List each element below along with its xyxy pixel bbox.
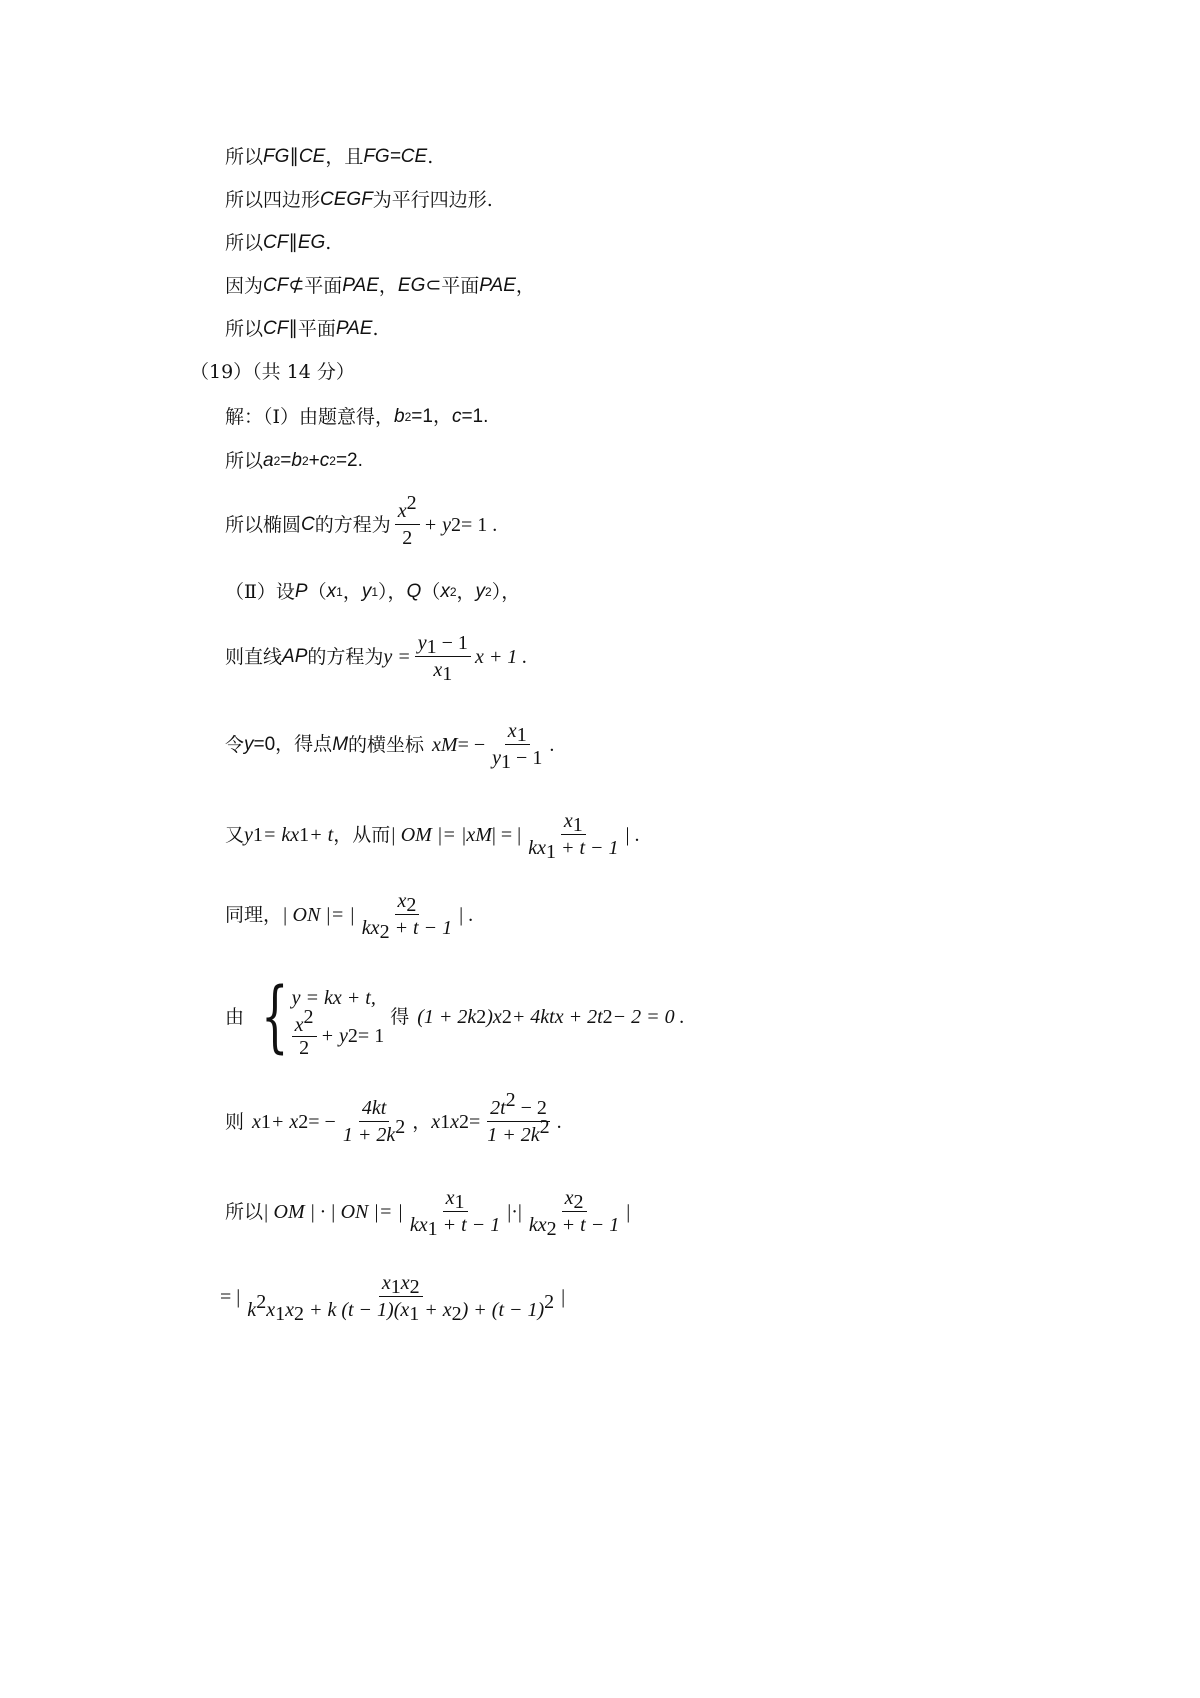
math-text: 1	[516, 724, 527, 746]
math-text: + t − 1	[389, 917, 453, 939]
math-text: k	[247, 1299, 257, 1321]
math-text: .	[372, 318, 379, 340]
math-text: 则直线	[225, 645, 283, 668]
fraction	[359, 888, 455, 941]
math-text: 2	[379, 921, 390, 943]
numerator	[292, 1005, 317, 1037]
numerator	[395, 888, 420, 915]
expanded-fraction-line	[220, 1270, 565, 1323]
numerator	[562, 1185, 587, 1212]
math-text: 得	[390, 1006, 410, 1028]
fraction	[484, 1089, 552, 1148]
math-text: y	[492, 747, 502, 769]
on-length-line	[225, 888, 473, 941]
math-text: 1 + 2k	[342, 1124, 396, 1146]
math-text: （19）（共 14 分）	[190, 361, 355, 383]
math-text: + y	[320, 1025, 348, 1047]
math-text: 所以椭圆	[225, 513, 302, 536]
fraction	[526, 1185, 622, 1238]
math-text: ∥	[288, 232, 298, 253]
numerator	[415, 630, 471, 657]
math-text: 4kt	[359, 1095, 389, 1122]
fraction	[407, 1185, 503, 1238]
math-text: ），	[378, 581, 407, 603]
math-text: = 1 .	[461, 513, 498, 536]
math-text: x	[381, 1272, 391, 1294]
product-line	[225, 1185, 630, 1238]
math-text: （	[307, 581, 327, 603]
math-text: 1	[390, 1276, 401, 1298]
math-text: 平面	[304, 275, 343, 297]
math-text: 1	[275, 1303, 286, 1325]
math-text: 1	[409, 1303, 420, 1325]
math-text: + t − 1	[556, 1214, 620, 1236]
math-text: − 2 = 0 .	[612, 1006, 685, 1028]
math-text: CF	[263, 318, 289, 339]
proof-line-4	[225, 272, 535, 300]
math-text: kx	[528, 1214, 547, 1236]
numerator	[379, 1270, 423, 1297]
math-text: b	[291, 450, 302, 471]
math-text: x	[440, 581, 450, 602]
math-text: 1	[501, 751, 512, 773]
math-text: x	[433, 659, 443, 681]
math-group: $\frac{x^2}{2}$ + y 2 = 1	[292, 1017, 385, 1055]
math-text: (1 + 2k	[417, 1006, 477, 1028]
numerator	[505, 718, 530, 745]
math-text: 1	[427, 1218, 438, 1240]
math-text: .	[549, 733, 555, 756]
fraction	[415, 630, 471, 683]
math-text: (x	[393, 1299, 410, 1321]
denominator	[525, 835, 621, 861]
math-text: ，	[515, 275, 535, 297]
math-text: 2	[544, 1291, 555, 1313]
math-text: ⊄	[288, 275, 305, 296]
math-text: y =	[383, 645, 411, 668]
math-text: 2	[256, 1291, 267, 1313]
fraction	[340, 1095, 408, 1148]
math-text: ∥	[288, 318, 298, 339]
numerator	[561, 808, 586, 835]
denominator	[244, 1291, 557, 1325]
equation-system	[250, 972, 385, 1062]
math-text: x	[397, 890, 407, 912]
math-text: EG	[397, 275, 426, 296]
math-text: ⊂	[425, 275, 442, 296]
math-text: y	[417, 632, 427, 654]
math-text: 为平行四边形.	[372, 189, 493, 211]
math-text: )x	[486, 1006, 502, 1028]
math-text: − 1	[511, 747, 543, 769]
math-text: + k (t − 1)	[303, 1299, 394, 1321]
math-text: Q	[406, 581, 422, 602]
proof-line-2	[225, 186, 493, 214]
math-text: c	[451, 406, 462, 427]
line-ap-equation	[225, 630, 527, 683]
math-text: 1 + 2k	[487, 1124, 540, 1146]
math-text: kx	[528, 837, 546, 859]
math-text: y	[244, 823, 253, 846]
math-text: | OM | · | ON |= |	[263, 1200, 403, 1223]
math-text: 的方程为	[307, 645, 384, 668]
math-text: y	[244, 733, 254, 755]
math-text: 1	[426, 636, 437, 658]
math-text: x	[564, 1187, 574, 1209]
math-text: CF	[263, 232, 289, 253]
math-text: x	[450, 1110, 460, 1133]
denominator	[489, 745, 545, 771]
math-text: 解：（I）由题意得，	[225, 406, 395, 428]
math-text: | .	[459, 903, 474, 926]
math-text: FG=CE	[363, 146, 428, 167]
left-brace-icon: {	[261, 972, 289, 1062]
math-text: 1	[572, 814, 583, 836]
math-text: PAE	[342, 275, 379, 296]
math-text: 的横坐标	[348, 733, 425, 756]
math-text: P	[294, 581, 308, 602]
math-text: |	[561, 1285, 566, 1308]
math-text: 又	[225, 823, 245, 846]
math-text: 所以四边形	[225, 189, 321, 211]
math-text: x	[400, 1272, 410, 1294]
math-text: kx	[409, 1214, 428, 1236]
math-text: = |	[220, 1285, 241, 1308]
math-text: x + 1 .	[474, 645, 528, 668]
math-text: x	[445, 1187, 455, 1209]
math-text: .	[556, 1110, 562, 1133]
math-text: PAE	[479, 275, 516, 296]
math-text: + x	[419, 1299, 452, 1321]
math-text: y	[475, 581, 486, 602]
math-text: b	[394, 406, 405, 427]
math-text: − 1	[436, 632, 468, 654]
math-text: 2t	[490, 1097, 506, 1119]
math-text: + t − 1	[437, 1214, 501, 1236]
math-text: 2	[395, 1116, 406, 1138]
math-text: = 1	[357, 1025, 385, 1047]
math-text: 2	[539, 1116, 550, 1138]
math-text: EG	[297, 232, 326, 253]
math-text: PAE	[335, 318, 373, 339]
proof-line-5	[225, 315, 379, 343]
math-text: 2	[573, 1191, 584, 1213]
math-text: AP	[282, 645, 308, 667]
proof-line-1	[225, 143, 433, 171]
math-text: a	[263, 450, 274, 471]
math-text: 因为	[225, 275, 264, 297]
math-text: 2	[303, 1005, 314, 1028]
denominator	[430, 657, 455, 683]
math-text: =	[469, 1110, 481, 1133]
math-text: x	[266, 1299, 276, 1321]
vieta-line: 则 x 1 + x 2 = − $\frac{4kt}{1 + 2k^2}$ ， x 1 x 2 = $\frac{2t^2 - 2}{1 + 2k^2}$ .	[225, 1089, 562, 1146]
solution-part1-line: 解：（I）由题意得， b 2 =1， c =1.	[225, 403, 488, 431]
fraction	[395, 492, 420, 551]
math-text: |·|	[507, 1200, 522, 1223]
math-text: ，从而	[333, 823, 391, 846]
math-text: x	[507, 720, 517, 742]
math-text: x	[326, 581, 337, 602]
math-text: c	[319, 450, 330, 471]
math-text: 所以	[225, 146, 264, 168]
a-squared-line: 所以 a 2 = b 2 + c 2 =2.	[225, 447, 363, 475]
math-text: ∥	[289, 146, 299, 167]
math-text: = −	[457, 733, 486, 756]
math-text: 2	[409, 1276, 420, 1298]
math-text: =2.	[335, 450, 363, 471]
math-text: x	[563, 810, 573, 832]
math-text: x	[285, 1299, 294, 1321]
math-text: + y	[423, 513, 452, 536]
fraction	[292, 1005, 317, 1059]
math-text: x	[397, 500, 407, 522]
om-length-line: 又 y 1 = kx 1 + t ，从而 | OM |= |x M | = | $\frac{x_1}{kx_1 + t - 1}$ | .	[225, 810, 640, 863]
math-text: + t − 1	[555, 837, 619, 859]
denominator	[484, 1116, 552, 1148]
math-text: 2	[402, 527, 413, 549]
math-text: ），	[491, 581, 521, 603]
math-text: + x	[270, 1110, 299, 1133]
math-text: ) + (t − 1)	[461, 1299, 545, 1321]
math-text: +	[308, 450, 320, 471]
math-text: 2	[293, 1303, 304, 1325]
point-m-line: 令 y =0，得点 M 的横坐标 x M = − $\frac{x_1}{y_1 - 1}$ .	[225, 720, 555, 773]
math-text: 令	[225, 733, 245, 756]
math-text: | = |	[491, 823, 522, 846]
math-text: | OM |= |x	[390, 823, 476, 846]
math-text: + 4ktx + 2t	[511, 1006, 603, 1028]
math-text: 同理，	[225, 903, 283, 926]
math-text: =0，得点	[253, 733, 333, 755]
math-text: 由	[225, 1006, 245, 1028]
math-text: 所以	[225, 318, 264, 340]
math-text: = −	[308, 1110, 336, 1133]
math-text: 所以	[225, 1200, 264, 1223]
math-text: 1	[545, 841, 556, 863]
math-text: |	[626, 1200, 631, 1223]
math-text: x	[431, 1110, 441, 1133]
math-text: （Ⅱ）设	[225, 581, 295, 603]
math-text: C	[301, 513, 315, 535]
fraction	[489, 718, 545, 771]
math-text: 的方程为	[314, 513, 391, 536]
denominator	[407, 1212, 503, 1238]
math-group	[291, 979, 385, 1059]
denominator	[340, 1116, 408, 1148]
math-text: 所以	[225, 450, 264, 472]
math-text: y	[361, 581, 372, 602]
math-text: 2	[505, 1089, 516, 1111]
math-text: ，	[342, 581, 362, 603]
fraction	[244, 1270, 557, 1323]
math-text: （	[421, 581, 441, 603]
math-text: =	[280, 450, 292, 471]
math-text: .	[325, 232, 332, 254]
math-text: FG	[263, 146, 290, 167]
math-text: CEGF	[320, 189, 373, 210]
math-text: 平面	[297, 318, 336, 340]
math-text: 2	[299, 1036, 310, 1059]
math-text: x	[252, 1110, 261, 1133]
math-text: ，且	[325, 146, 364, 168]
math-text: CF	[263, 275, 289, 296]
math-text: =1，	[411, 406, 452, 427]
denominator	[359, 915, 455, 941]
math-text: 2	[546, 1218, 557, 1240]
math-text: kx	[361, 917, 380, 939]
math-text: M	[332, 733, 349, 755]
math-text: − 2	[515, 1097, 547, 1119]
math-text: 1	[454, 1191, 465, 1213]
math-text: 所以	[225, 232, 264, 254]
math-text: CE	[298, 146, 326, 167]
problem-19-heading	[190, 358, 355, 386]
denominator	[526, 1212, 622, 1238]
math-text: ，	[378, 275, 398, 297]
math-text: | .	[625, 823, 640, 846]
math-text: x	[432, 733, 441, 756]
math-text: 则	[225, 1110, 245, 1133]
math-text: 平面	[441, 275, 480, 297]
math-text: 1	[442, 663, 453, 685]
math-text: ，	[456, 581, 476, 603]
math-text: + t	[309, 823, 334, 846]
math-text: = kx	[262, 823, 300, 846]
numerator	[395, 492, 420, 525]
system-line: 由 { y = kx + t, $\frac{x^2}{2}$ + y 2 = 1 得 (1 + 2k 2 )x 2 + 4ktx + 2t 2 − 2 = 0 .	[225, 972, 685, 1062]
ellipse-equation-line: 所以椭圆 C 的方程为 $\frac{x^2}{2}$ + y 2 = 1 .	[225, 492, 498, 549]
math-text: 2	[406, 492, 417, 514]
math-text: x	[294, 1013, 304, 1036]
fraction	[525, 808, 621, 861]
math-text: | ON |= |	[282, 903, 355, 926]
math-text: ，	[412, 1110, 432, 1133]
math-text: =1.	[461, 406, 489, 427]
set-points-line: （Ⅱ）设 P （ x 1 ， y 1 ）， Q （ x 2 ， y 2 ），	[225, 578, 520, 606]
math-text: 2	[406, 894, 417, 916]
numerator	[443, 1185, 468, 1212]
math-text: y = kx + t,	[291, 987, 376, 1009]
proof-line-3	[225, 229, 331, 257]
math-text: 2	[451, 1303, 462, 1325]
math-text: .	[427, 146, 434, 168]
